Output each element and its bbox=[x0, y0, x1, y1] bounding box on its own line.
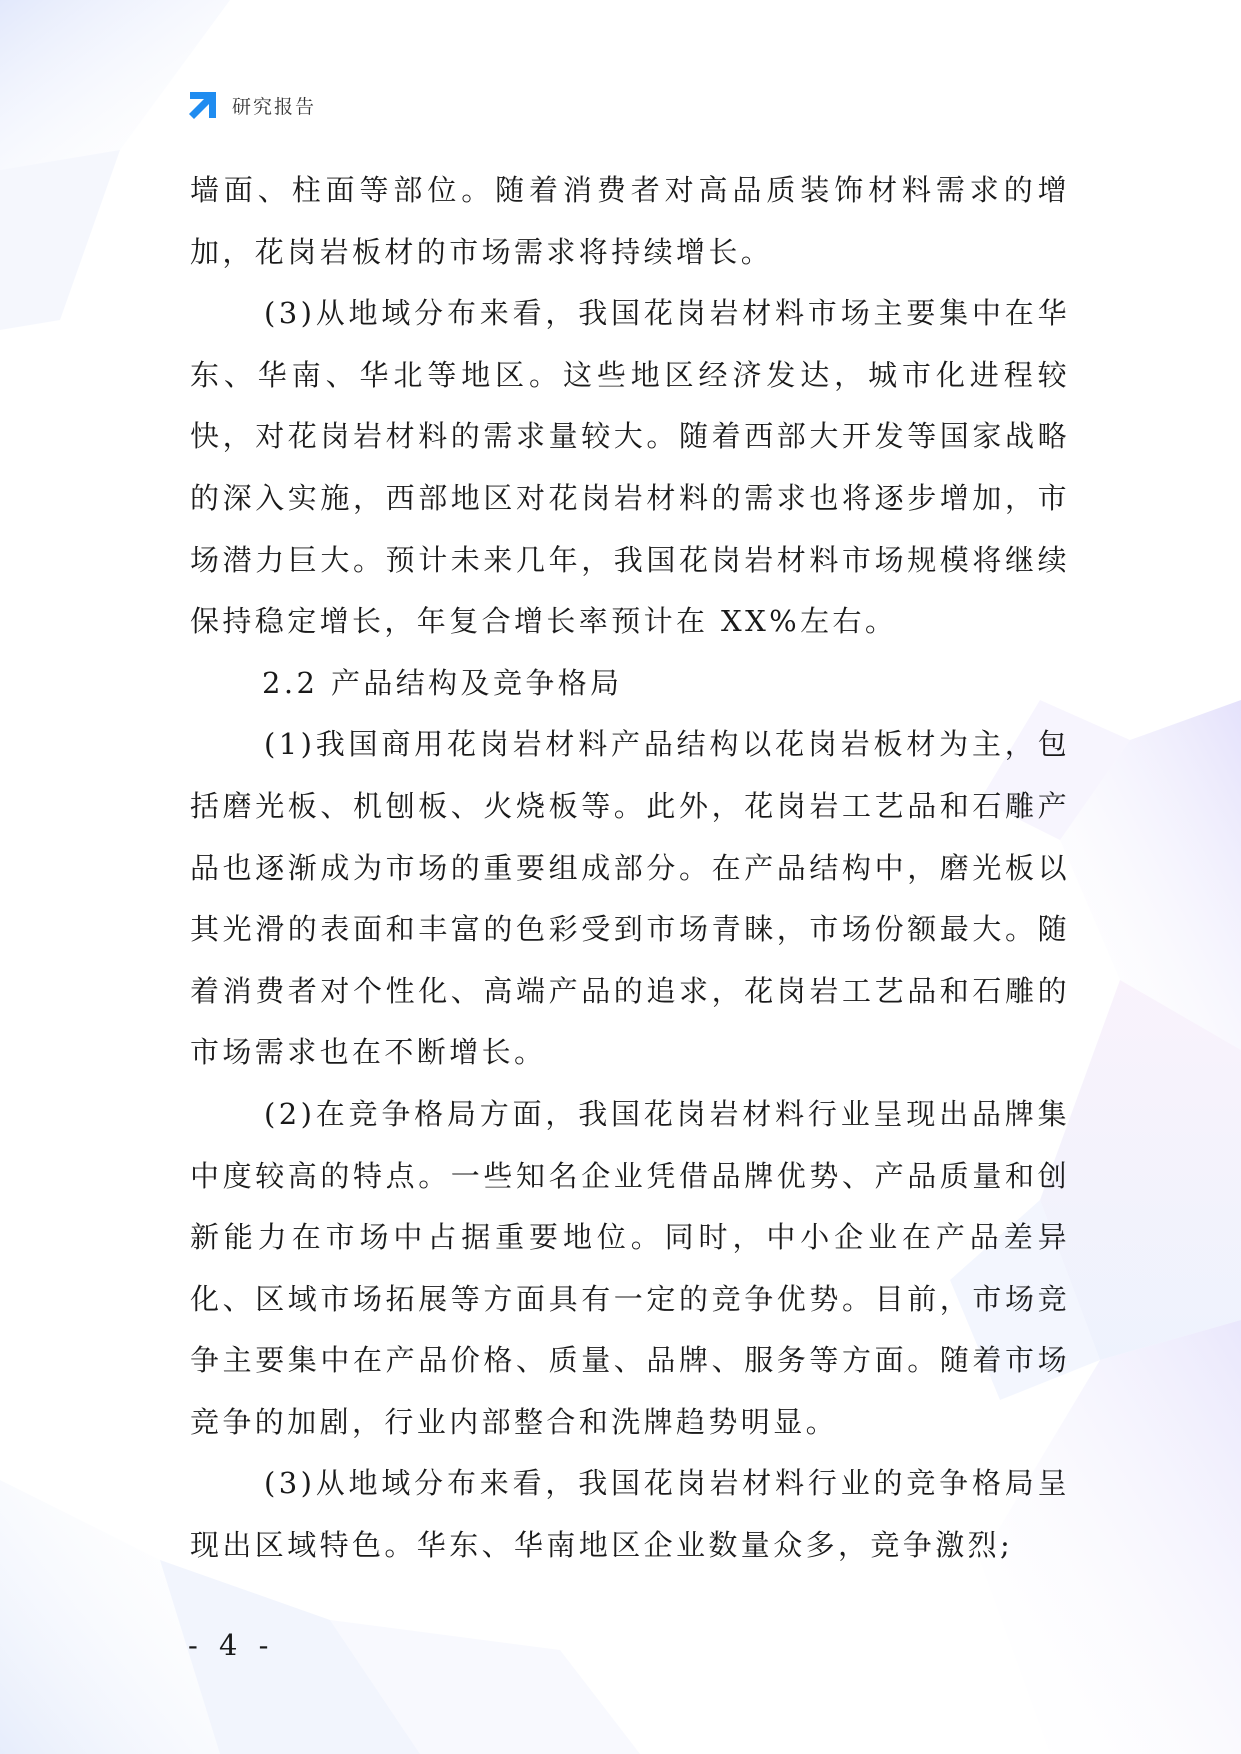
section-heading: 2.2 产品结构及竞争格局 bbox=[262, 665, 623, 700]
paragraph-product-structure: (1)我国商用花岗岩材料产品结构以花岗岩板材为主，包括磨光板、机刨板、火烧板等。此外，花岗岩工艺品和石雕产品也逐渐成为市场的重要组成部分。在产品结构中，磨光板以其光滑的表面和丰富的色彩受到市场青睐，市场份额最大。随着消费者对个性化、高端产品的追求，花岗岩工艺品和石雕的市场需求也在不断增长。 bbox=[190, 727, 1070, 1070]
paragraph-competition: (2)在竞争格局方面，我国花岗岩材料行业呈现出品牌集中度较高的特点。一些知名企业凭借品牌优势、产品质量和创新能力在市场中占据重要地位。同时，中小企业在产品差异化、区域市场拓展等方面具有一定的竞争优势。目前，市场竞争主要集中在产品价格、质量、品牌、服务等方面。随着市场竞争的加剧，行业内部整合和洗牌趋势明显。 bbox=[190, 1096, 1070, 1439]
arrow-logo-icon bbox=[186, 88, 220, 122]
header-title: 研究报告 bbox=[232, 95, 317, 118]
paragraph-regional-competition: (3)从地域分布来看，我国花岗岩材料行业的竞争格局呈现出区域特色。华东、华南地区企业数量众多，竞争激烈; bbox=[190, 1466, 1070, 1563]
document-body bbox=[190, 160, 1070, 1577]
paragraph-continuation: 墙面、柱面等部位。随着消费者对高品质装饰材料需求的增加，花岗岩板材的市场需求将持续增长。 bbox=[190, 173, 1070, 269]
page-number: - 4 - bbox=[188, 1628, 275, 1662]
report-header bbox=[186, 88, 316, 122]
paragraph-regional-distribution: (3)从地域分布来看，我国花岗岩材料市场主要集中在华东、华南、华北等地区。这些地区经济发达，城市化进程较快，对花岗岩材料的需求量较大。随着西部大开发等国家战略的深入实施，西部地区对花岗岩材料的需求也将逐步增加，市场潜力巨大。预计未来几年，我国花岗岩材料市场规模将继续保持稳定增长，年复合增长率预计在 XX%左右。 bbox=[190, 296, 1070, 639]
